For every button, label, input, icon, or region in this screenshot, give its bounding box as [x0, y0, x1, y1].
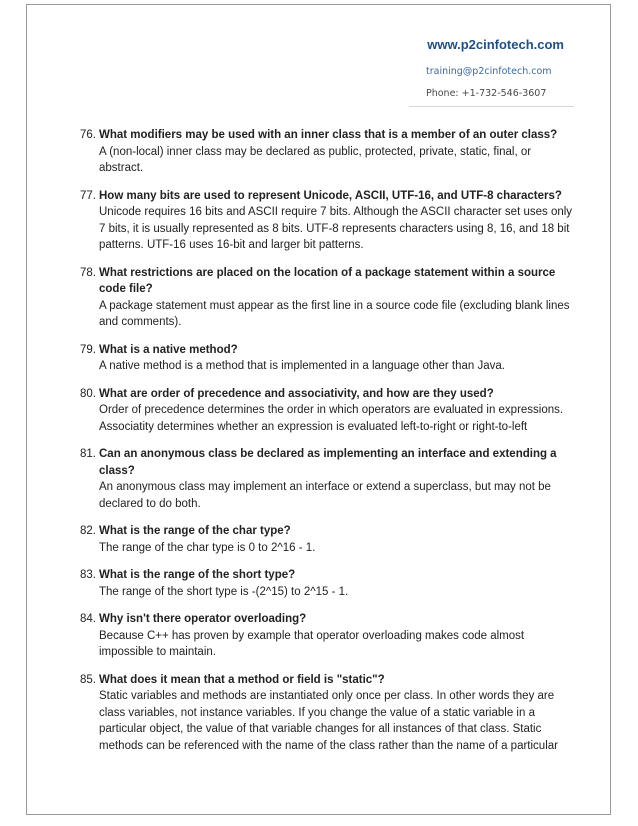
faq-answer: An anonymous class may implement an interface or extend a superclass, but may not be declared to do both. — [99, 481, 551, 510]
faq-item-78 — [80, 265, 575, 331]
faq-number: 85. — [80, 673, 96, 686]
faq-question: What modifiers may be used with an inner class that is a member of an outer class? — [99, 129, 558, 141]
faq-item-79 — [80, 342, 575, 375]
faq-item-82 — [80, 523, 575, 556]
faq-number: 82. — [80, 525, 96, 537]
faq-number: 78. — [80, 266, 96, 279]
faq-item-77 — [80, 188, 575, 254]
faq-answer: A native method is a method that is implemented in a language other than Java. — [99, 360, 505, 372]
faq-item-85 — [80, 672, 575, 755]
header-divider — [409, 106, 574, 107]
faq-item-81 — [80, 446, 575, 512]
contact-phone: Phone: +1-732-546-3607 — [426, 88, 547, 99]
faq-number: 77. — [80, 189, 96, 202]
faq-answer: Unicode requires 16 bits and ASCII require 7 bits. Although the ASCII character set uses only 7 bits, it is usually represented as 8 bits. UTF-8 represents characters using 8, 16, and 18 bit patterns. UTF-16 uses 16-bit and larger bit patterns. — [99, 206, 573, 251]
faq-number: 79. — [80, 343, 96, 356]
faq-question: What is the range of the char type? — [99, 525, 291, 537]
contact-email[interactable]: training@p2cinfotech.com — [426, 66, 552, 77]
faq-answer: Order of precedence determines the order in which operators are evaluated in expressions. Associatity determines whether an expression is evaluated left-to-right or right-to-left — [99, 404, 564, 433]
faq-number: 76. — [80, 129, 96, 141]
faq-item-84 — [80, 611, 575, 661]
faq-question: What is a native method? — [99, 343, 238, 356]
faq-answer: Static variables and methods are instantiated only once per class. In other words they are class variables, not instance variables. If you change the value of a static variable in a particular object, the value of that variable changes for all instances of that class. Static methods can be referenced with the name of the class rather than the name of a particular — [99, 690, 558, 752]
faq-item-83 — [80, 567, 575, 600]
faq-question: How many bits are used to represent Unicode, ASCII, UTF-16, and UTF-8 characters? — [99, 189, 562, 202]
faq-answer: Because C++ has proven by example that operator overloading makes code almost impossible to maintain. — [99, 629, 525, 658]
faq-number: 81. — [80, 448, 96, 460]
faq-question: What are order of precedence and associativity, and how are they used? — [99, 387, 494, 400]
faq-question: What is the range of the short type? — [99, 569, 296, 581]
faq-question: Can an anonymous class be declared as implementing an interface and extending a class? — [99, 448, 557, 477]
site-url[interactable]: www.p2cinfotech.com — [427, 37, 564, 52]
faq-question: What does it mean that a method or field is "static"? — [99, 673, 385, 686]
faq-number: 84. — [80, 613, 96, 625]
faq-number: 83. — [80, 569, 96, 581]
faq-question: What restrictions are placed on the location of a package statement within a source code file? — [99, 266, 556, 295]
faq-item-80 — [80, 386, 575, 436]
faq-answer: A (non-local) inner class may be declared as public, protected, private, static, final, or abstract. — [99, 145, 532, 174]
faq-answer: A package statement must appear as the first line in a source code file (excluding blank lines and comments). — [99, 299, 570, 328]
faq-number: 80. — [80, 387, 96, 400]
faq-question: Why isn't there operator overloading? — [99, 613, 307, 625]
faq-list — [80, 127, 575, 765]
faq-item-76 — [80, 127, 575, 177]
faq-answer: The range of the char type is 0 to 2^16 - 1. — [99, 541, 316, 554]
faq-answer: The range of the short type is -(2^15) to 2^15 - 1. — [99, 585, 349, 598]
